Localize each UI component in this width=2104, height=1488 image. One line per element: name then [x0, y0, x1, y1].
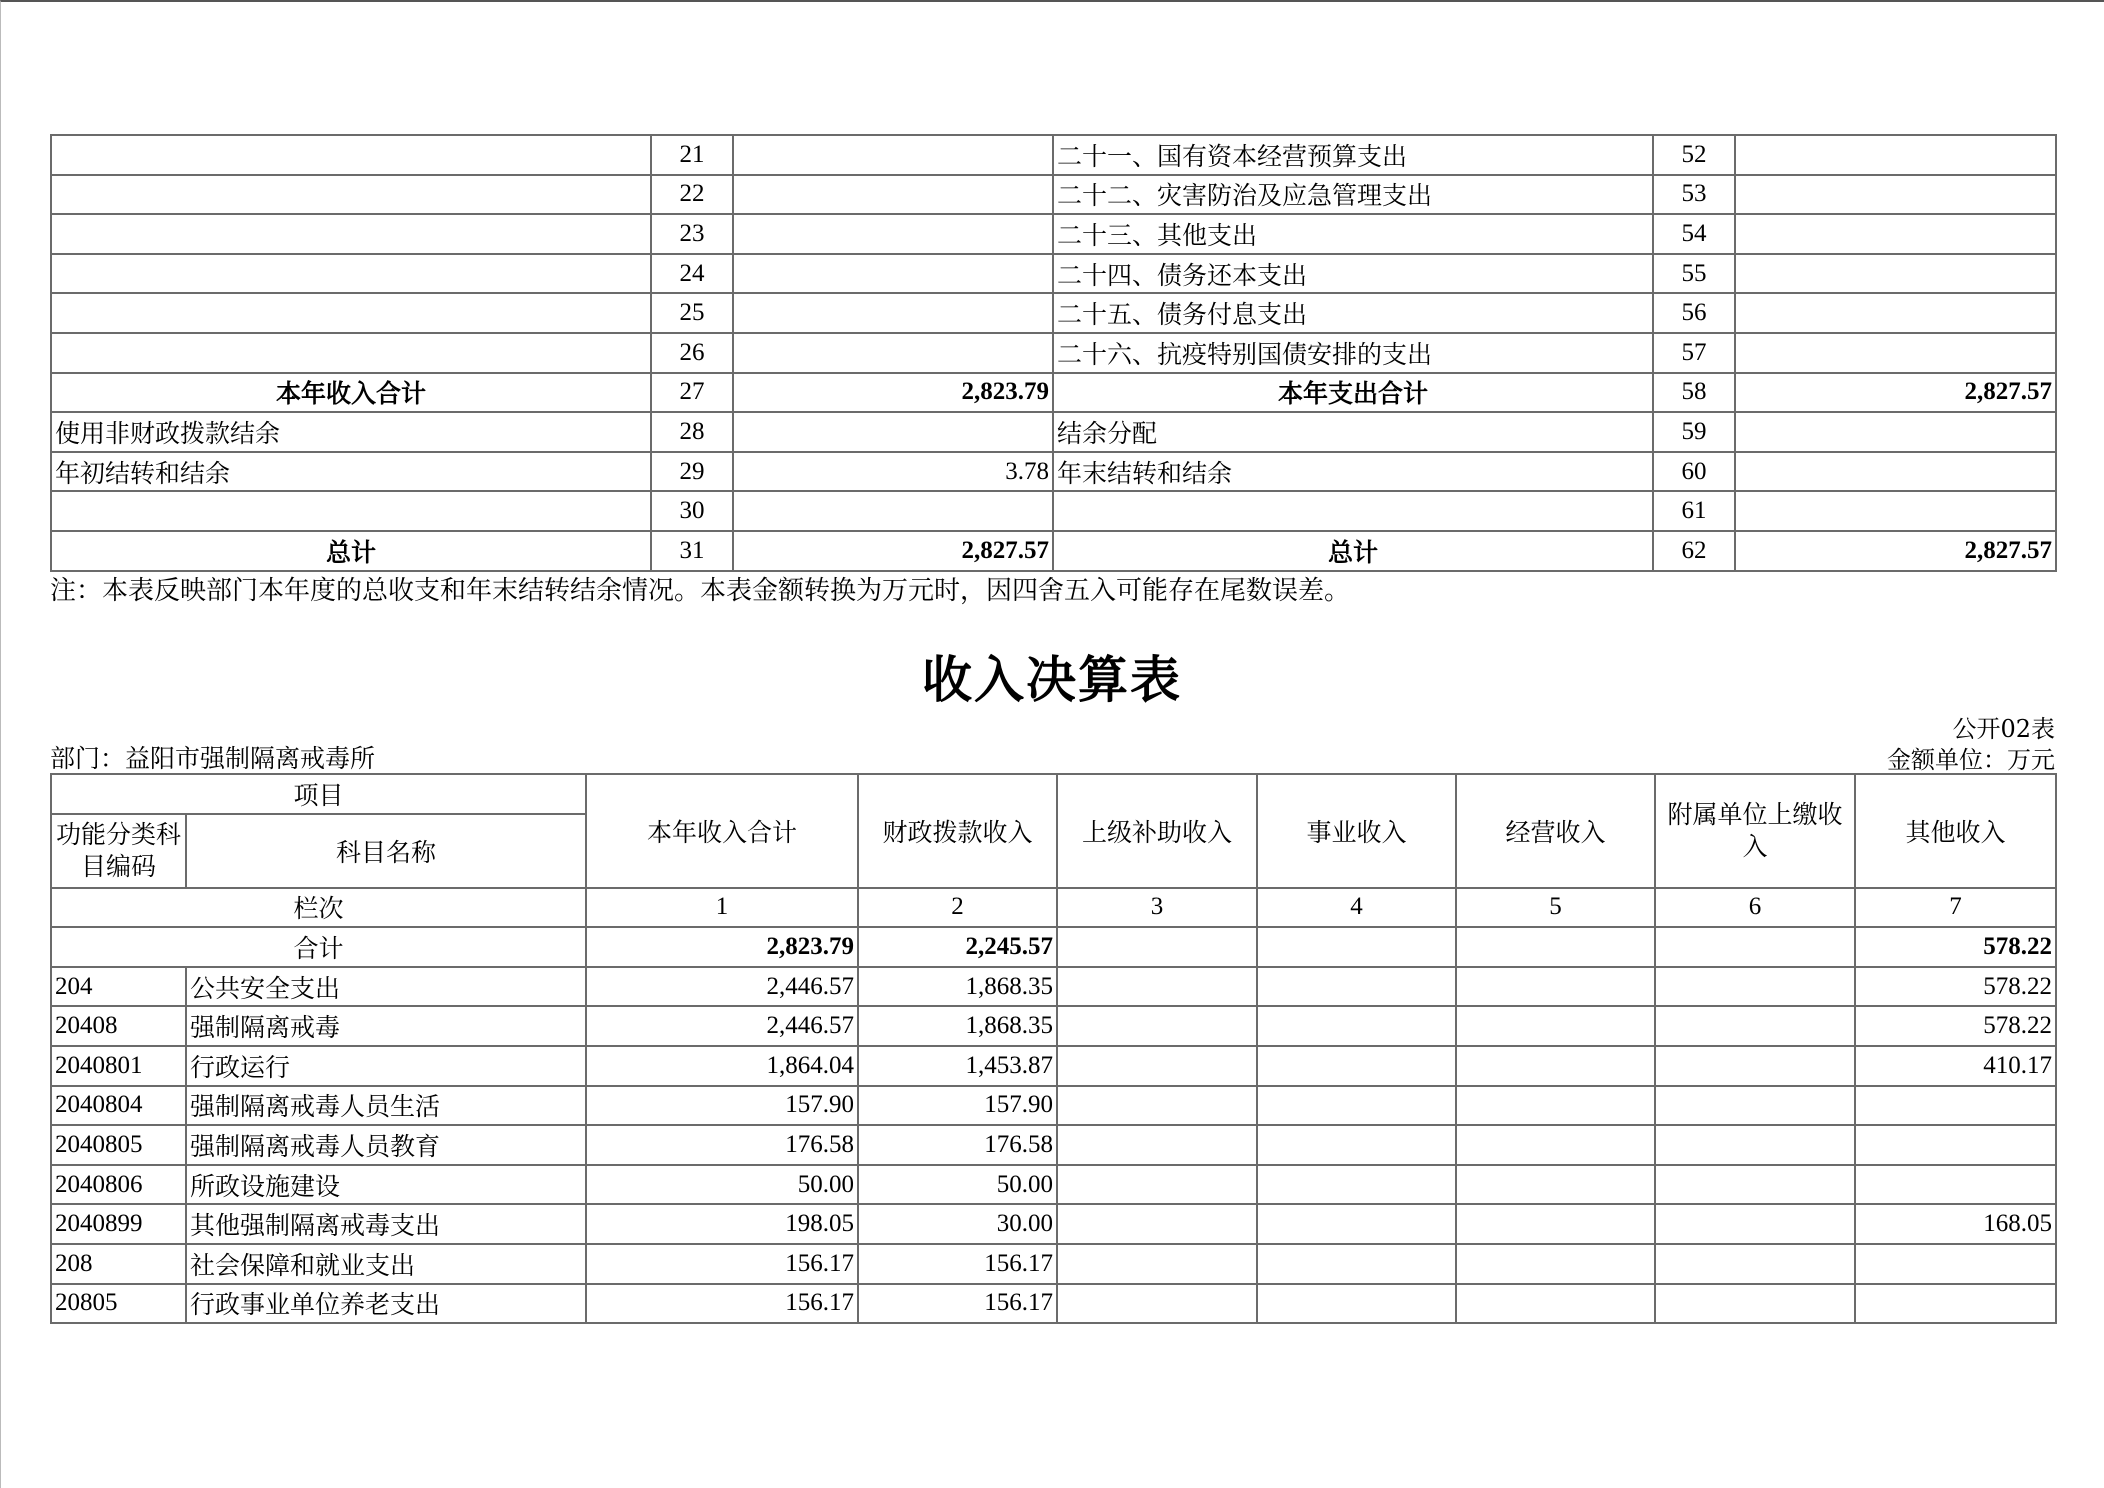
- header-row-1: [51, 774, 2056, 814]
- sum-total: 2,823.79: [586, 927, 858, 967]
- cell-name: 强制隔离戒毒: [186, 1006, 586, 1046]
- cell-affiliated: [1655, 1204, 1855, 1244]
- left-line-number: 29: [651, 452, 733, 492]
- left-amount: 2,827.57: [733, 531, 1053, 571]
- cell-other: 578.22: [1855, 1006, 2056, 1046]
- header-business: 事业收入: [1257, 774, 1456, 888]
- cell-business: [1257, 1204, 1456, 1244]
- cell-code: 2040801: [51, 1046, 186, 1086]
- cell-name: 社会保障和就业支出: [186, 1244, 586, 1284]
- cell-total: 176.58: [586, 1125, 858, 1165]
- table-row: [51, 1006, 2056, 1046]
- sum-label: 合计: [51, 927, 586, 967]
- cell-operating: [1456, 1046, 1655, 1086]
- cell-operating: [1456, 1086, 1655, 1126]
- cell-code: 204: [51, 967, 186, 1007]
- header-code: 功能分类科目编码: [51, 814, 186, 888]
- left-item-label: 总计: [51, 531, 651, 571]
- header-item: 项目: [51, 774, 586, 814]
- right-line-number: 54: [1653, 214, 1735, 254]
- right-line-number: 55: [1653, 254, 1735, 294]
- left-amount: [733, 254, 1053, 294]
- cell-other: [1855, 1125, 2056, 1165]
- cell-code: 208: [51, 1244, 186, 1284]
- sum-superior: [1057, 927, 1257, 967]
- cell-operating: [1456, 967, 1655, 1007]
- left-line-number: 27: [651, 373, 733, 413]
- table-row: [51, 967, 2056, 1007]
- cell-operating: [1456, 1244, 1655, 1284]
- left-amount: [733, 412, 1053, 452]
- table-row: [51, 452, 2056, 492]
- col-number: 4: [1257, 888, 1456, 928]
- right-item-label: 年末结转和结余: [1053, 452, 1653, 492]
- cell-operating: [1456, 1125, 1655, 1165]
- left-amount: [733, 293, 1053, 333]
- cell-affiliated: [1655, 1006, 1855, 1046]
- left-line-number: 23: [651, 214, 733, 254]
- cell-superior: [1057, 1086, 1257, 1126]
- right-amount: 2,827.57: [1735, 531, 2056, 571]
- cell-superior: [1057, 1204, 1257, 1244]
- right-line-number: 59: [1653, 412, 1735, 452]
- table-row: [51, 333, 2056, 373]
- right-amount: [1735, 135, 2056, 175]
- sum-operating: [1456, 927, 1655, 967]
- left-amount: 3.78: [733, 452, 1053, 492]
- cell-fiscal: 1,868.35: [858, 1006, 1057, 1046]
- sum-fiscal: 2,245.57: [858, 927, 1057, 967]
- right-item-label: 二十二、灾害防治及应急管理支出: [1053, 175, 1653, 215]
- left-amount: [733, 135, 1053, 175]
- right-amount: [1735, 293, 2056, 333]
- cell-affiliated: [1655, 1086, 1855, 1126]
- left-line-number: 31: [651, 531, 733, 571]
- right-item-label: 二十五、债务付息支出: [1053, 293, 1653, 333]
- table-row: [51, 412, 2056, 452]
- table-row: [51, 214, 2056, 254]
- right-amount: [1735, 452, 2056, 492]
- table-row: [51, 293, 2056, 333]
- cell-superior: [1057, 1006, 1257, 1046]
- cell-affiliated: [1655, 1165, 1855, 1205]
- sum-affiliated: [1655, 927, 1855, 967]
- table-row: [51, 135, 2056, 175]
- header-operating: 经营收入: [1456, 774, 1655, 888]
- cell-fiscal: 1,868.35: [858, 967, 1057, 1007]
- sum-other: 578.22: [1855, 927, 2056, 967]
- cell-superior: [1057, 967, 1257, 1007]
- cell-business: [1257, 1046, 1456, 1086]
- cell-name: 所政设施建设: [186, 1165, 586, 1205]
- left-item-label: 本年收入合计: [51, 373, 651, 413]
- left-item-label: 使用非财政拨款结余: [51, 412, 651, 452]
- left-line-number: 25: [651, 293, 733, 333]
- cell-operating: [1456, 1284, 1655, 1324]
- cell-name: 强制隔离戒毒人员生活: [186, 1086, 586, 1126]
- right-item-label: 二十六、抗疫特别国债安排的支出: [1053, 333, 1653, 373]
- right-amount: [1735, 254, 2056, 294]
- cell-affiliated: [1655, 1125, 1855, 1165]
- sum-row: [51, 927, 2056, 967]
- cell-other: [1855, 1165, 2056, 1205]
- col-number: 1: [586, 888, 858, 928]
- right-item-label: [1053, 491, 1653, 531]
- right-line-number: 62: [1653, 531, 1735, 571]
- header-name: 科目名称: [186, 814, 586, 888]
- right-amount: [1735, 412, 2056, 452]
- cell-business: [1257, 967, 1456, 1007]
- cell-other: 578.22: [1855, 967, 2056, 1007]
- cell-affiliated: [1655, 1046, 1855, 1086]
- left-item-label: [51, 333, 651, 373]
- table-row: [51, 1244, 2056, 1284]
- right-line-number: 56: [1653, 293, 1735, 333]
- cell-superior: [1057, 1125, 1257, 1165]
- amount-unit: 金额单位：万元: [1887, 746, 2055, 774]
- cell-other: [1855, 1284, 2056, 1324]
- header-total: 本年收入合计: [586, 774, 858, 888]
- cell-total: 2,446.57: [586, 967, 858, 1007]
- right-item-label: 二十三、其他支出: [1053, 214, 1653, 254]
- left-item-label: 年初结转和结余: [51, 452, 651, 492]
- right-item-label: 本年支出合计: [1053, 373, 1653, 413]
- left-item-label: [51, 491, 651, 531]
- cell-total: 157.90: [586, 1086, 858, 1126]
- cell-operating: [1456, 1204, 1655, 1244]
- cell-fiscal: 176.58: [858, 1125, 1057, 1165]
- left-line-number: 30: [651, 491, 733, 531]
- right-item-label: 二十四、债务还本支出: [1053, 254, 1653, 294]
- cell-fiscal: 50.00: [858, 1165, 1057, 1205]
- cell-fiscal: 156.17: [858, 1244, 1057, 1284]
- cell-name: 行政运行: [186, 1046, 586, 1086]
- right-line-number: 52: [1653, 135, 1735, 175]
- income-expenditure-table: [50, 134, 2057, 572]
- cell-name: 公共安全支出: [186, 967, 586, 1007]
- cell-total: 156.17: [586, 1284, 858, 1324]
- page-title: 收入决算表: [922, 650, 1182, 709]
- cell-total: 1,864.04: [586, 1046, 858, 1086]
- left-amount: [733, 214, 1053, 254]
- left-item-label: [51, 135, 651, 175]
- table-code: 公开02表: [1952, 715, 2055, 743]
- right-item-label: 总计: [1053, 531, 1653, 571]
- cell-fiscal: 157.90: [858, 1086, 1057, 1126]
- cell-name: 行政事业单位养老支出: [186, 1284, 586, 1324]
- cell-code: 2040805: [51, 1125, 186, 1165]
- cell-total: 156.17: [586, 1244, 858, 1284]
- cell-superior: [1057, 1046, 1257, 1086]
- cell-operating: [1456, 1006, 1655, 1046]
- cell-other: [1855, 1244, 2056, 1284]
- cell-code: 20805: [51, 1284, 186, 1324]
- right-amount: [1735, 491, 2056, 531]
- cell-fiscal: 30.00: [858, 1204, 1057, 1244]
- income-expenditure-table-body: [51, 135, 2056, 571]
- table-note: 注：本表反映部门本年度的总收支和年末结转结余情况。本表金额转换为万元时，因四舍五入可能存在尾数误差。: [50, 576, 1351, 606]
- table-row: [51, 254, 2056, 294]
- cell-name: 其他强制隔离戒毒支出: [186, 1204, 586, 1244]
- header-other: 其他收入: [1855, 774, 2056, 888]
- header-fiscal: 财政拨款收入: [858, 774, 1057, 888]
- col-number: 2: [858, 888, 1057, 928]
- cell-fiscal: 1,453.87: [858, 1046, 1057, 1086]
- table-row: [51, 175, 2056, 215]
- right-line-number: 53: [1653, 175, 1735, 215]
- cell-business: [1257, 1284, 1456, 1324]
- sum-business: [1257, 927, 1456, 967]
- cell-superior: [1057, 1284, 1257, 1324]
- table-row: [51, 1165, 2056, 1205]
- cell-total: 2,446.57: [586, 1006, 858, 1046]
- table-row: [51, 1046, 2056, 1086]
- cell-business: [1257, 1165, 1456, 1205]
- cell-code: 2040899: [51, 1204, 186, 1244]
- cell-business: [1257, 1125, 1456, 1165]
- table-row: [51, 1125, 2056, 1165]
- table-row: [51, 1284, 2056, 1324]
- cell-business: [1257, 1244, 1456, 1284]
- left-amount: [733, 491, 1053, 531]
- cell-affiliated: [1655, 967, 1855, 1007]
- left-line-number: 26: [651, 333, 733, 373]
- cell-fiscal: 156.17: [858, 1284, 1057, 1324]
- left-line-number: 22: [651, 175, 733, 215]
- left-item-label: [51, 254, 651, 294]
- left-line-number: 24: [651, 254, 733, 294]
- left-item-label: [51, 293, 651, 333]
- table-row: [51, 1204, 2056, 1244]
- table-row: [51, 491, 2056, 531]
- left-line-number: 28: [651, 412, 733, 452]
- cell-other: 410.17: [1855, 1046, 2056, 1086]
- cell-total: 50.00: [586, 1165, 858, 1205]
- income-statement-table: [50, 773, 2057, 1324]
- col-number: 3: [1057, 888, 1257, 928]
- column-number-row: [51, 888, 2056, 928]
- left-amount: 2,823.79: [733, 373, 1053, 413]
- cell-total: 198.05: [586, 1204, 858, 1244]
- right-amount: [1735, 175, 2056, 215]
- cell-name: 强制隔离戒毒人员教育: [186, 1125, 586, 1165]
- col-number: 6: [1655, 888, 1855, 928]
- header-superior: 上级补助收入: [1057, 774, 1257, 888]
- right-amount: 2,827.57: [1735, 373, 2056, 413]
- cell-business: [1257, 1086, 1456, 1126]
- cell-affiliated: [1655, 1244, 1855, 1284]
- left-amount: [733, 175, 1053, 215]
- right-line-number: 58: [1653, 373, 1735, 413]
- right-line-number: 57: [1653, 333, 1735, 373]
- cell-code: 2040804: [51, 1086, 186, 1126]
- col-number: 5: [1456, 888, 1655, 928]
- right-item-label: 二十一、国有资本经营预算支出: [1053, 135, 1653, 175]
- column-no-label: 栏次: [51, 888, 586, 928]
- right-line-number: 60: [1653, 452, 1735, 492]
- right-amount: [1735, 214, 2056, 254]
- income-rows: [51, 967, 2056, 1323]
- cell-superior: [1057, 1244, 1257, 1284]
- right-item-label: 结余分配: [1053, 412, 1653, 452]
- cell-code: 20408: [51, 1006, 186, 1046]
- cell-other: [1855, 1086, 2056, 1126]
- cell-affiliated: [1655, 1284, 1855, 1324]
- cell-business: [1257, 1006, 1456, 1046]
- left-line-number: 21: [651, 135, 733, 175]
- left-item-label: [51, 214, 651, 254]
- cell-other: 168.05: [1855, 1204, 2056, 1244]
- cell-operating: [1456, 1165, 1655, 1205]
- department-label: 部门：益阳市强制隔离戒毒所: [50, 744, 376, 773]
- col-number: 7: [1855, 888, 2056, 928]
- table-row: [51, 531, 2056, 571]
- cell-superior: [1057, 1165, 1257, 1205]
- right-line-number: 61: [1653, 491, 1735, 531]
- left-amount: [733, 333, 1053, 373]
- table-row: [51, 373, 2056, 413]
- left-item-label: [51, 175, 651, 215]
- header-affiliated: 附属单位上缴收入: [1655, 774, 1855, 888]
- cell-code: 2040806: [51, 1165, 186, 1205]
- right-amount: [1735, 333, 2056, 373]
- table-row: [51, 1086, 2056, 1126]
